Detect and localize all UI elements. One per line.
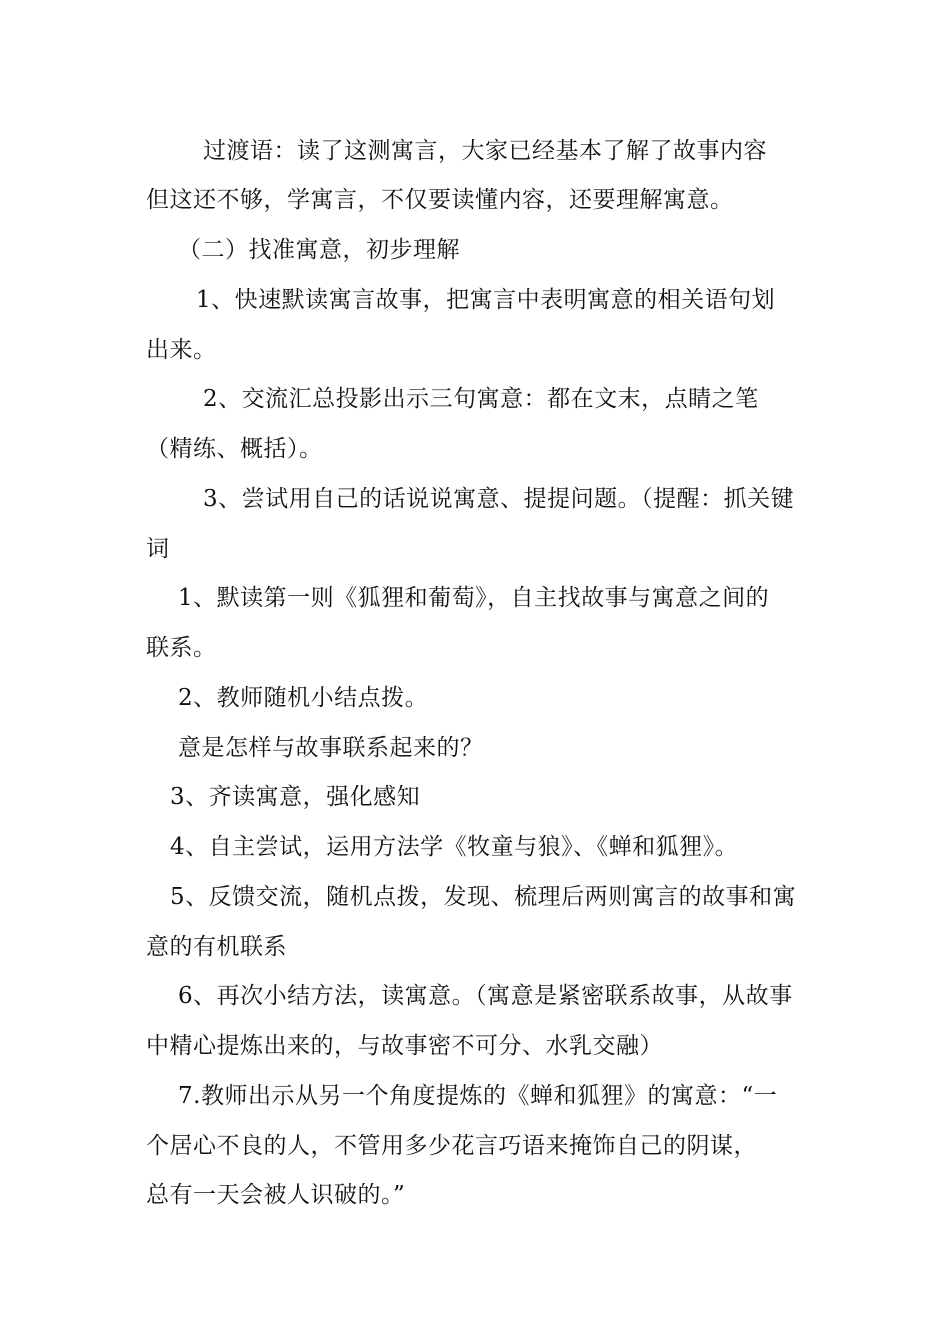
text-line: 词 [146, 536, 170, 562]
section-heading: （二）找准寓意，初步理解 [178, 237, 460, 263]
text-line: 个居心不良的人，不管用多少花言巧语来掩饰自己的阴谋， [146, 1133, 757, 1159]
text-line: 4、自主尝试，运用方法学《牧童与狼》、《蝉和狐狸》。 [170, 834, 739, 860]
text-line: 联系。 [146, 635, 217, 661]
text-line: 3、尝试用自己的话说说寓意、提提问题。（提醒：抓关键 [203, 486, 795, 512]
text-line: 出来。 [146, 337, 217, 363]
text-line: 1、快速默读寓言故事，把寓言中表明寓意的相关语句划 [196, 287, 776, 313]
text-line: 5、反馈交流，随机点拨，发现、梳理后两则寓言的故事和寓 [170, 884, 797, 910]
text-line: 1、默读第一则《狐狸和葡萄》，自主找故事与寓意之间的 [178, 585, 770, 611]
text-line: 2、交流汇总投影出示三句寓意：都在文末，点睛之笔 [203, 386, 759, 412]
text-line: 过渡语：读了这测寓言，大家已经基本了解了故事内容 [203, 138, 767, 164]
text-line: 2、教师随机小结点拨。 [178, 685, 429, 711]
text-line: 意的有机联系 [146, 934, 287, 960]
text-line: （精练、概括）。 [146, 436, 323, 462]
text-line: 总有一天会被人识破的。” [146, 1182, 406, 1208]
text-line: 意是怎样与故事联系起来的？ [178, 735, 484, 761]
text-line: 7.教师出示从另一个角度提炼的《蝉和狐狸》的寓意：“一 [178, 1083, 778, 1109]
text-line: 6、再次小结方法，读寓意。（寓意是紧密联系故事，从故事 [178, 983, 793, 1009]
text-line: 中精心提炼出来的，与故事密不可分、水乳交融） [146, 1033, 663, 1059]
text-line: 但这还不够，学寓言，不仅要读懂内容，还要理解寓意。 [146, 187, 734, 213]
text-line: 3、齐读寓意，强化感知 [170, 784, 421, 810]
